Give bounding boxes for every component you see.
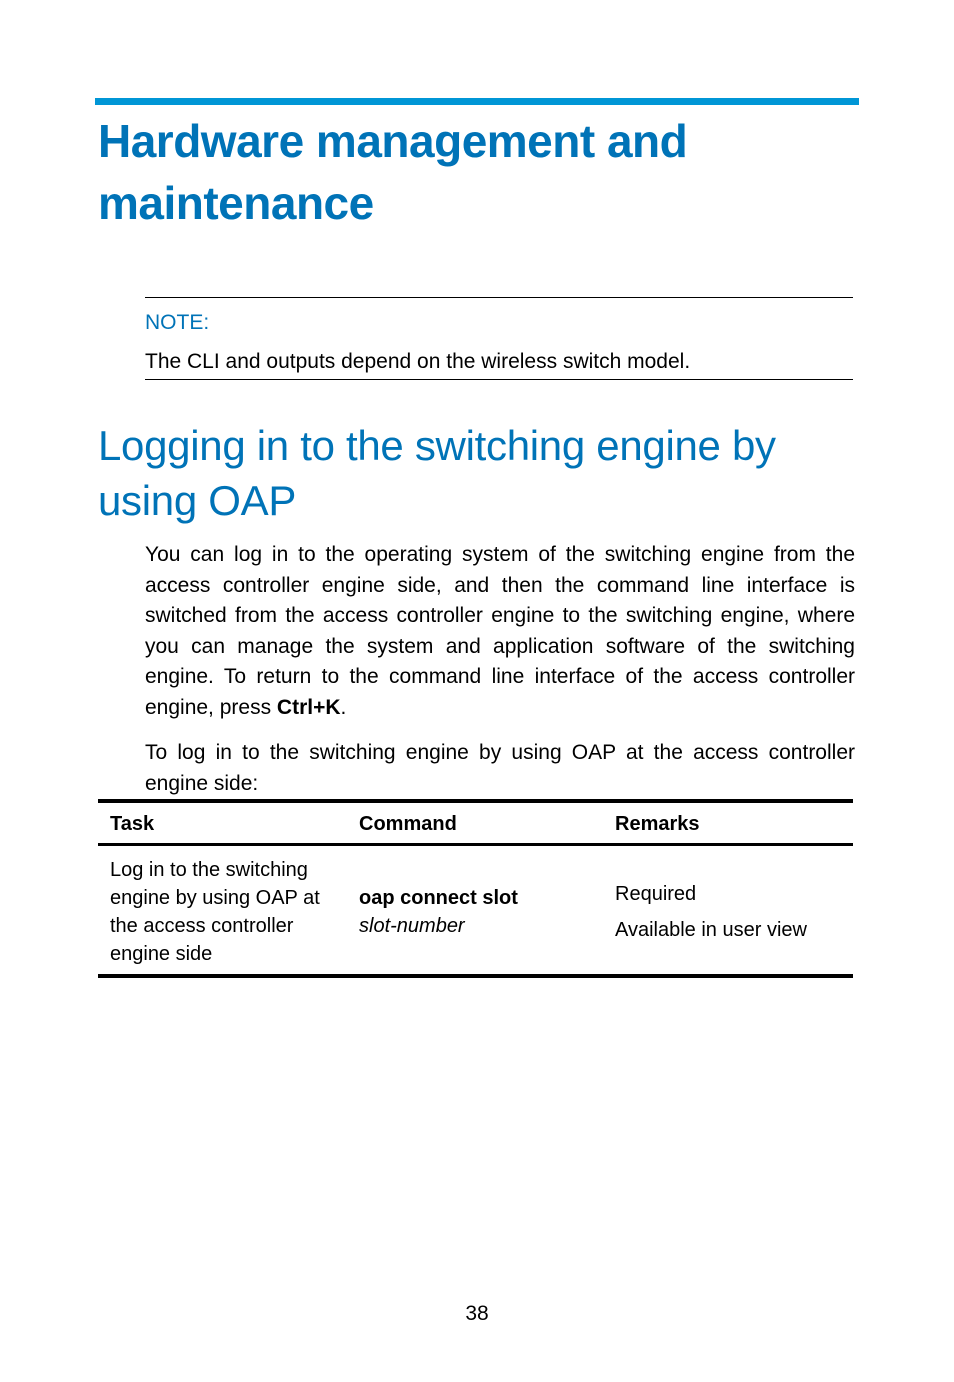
paragraph-1-text: You can log in to the operating system of the switching engine from the access controller engine side, and then the command line interface is switched from the access controller engine to the switching engine, where you can manage the system and application software of the switching engine. To return to the command line interface of the access controller engine, press [145, 543, 855, 719]
command-keyword: oap connect slot [359, 887, 518, 909]
section-paragraph-1 [145, 540, 855, 723]
header-command: Command [347, 801, 603, 845]
command-argument: slot-number [359, 915, 465, 937]
paragraph-1-end: . [340, 695, 347, 719]
section-title: Logging in to the switching engine by using OAP [98, 422, 776, 524]
command-table [98, 799, 853, 978]
note-label: NOTE: [145, 311, 210, 334]
header-remarks: Remarks [603, 801, 853, 845]
section-paragraph-2: To log in to the switching engine by using OAP at the access controller engine side: [145, 741, 855, 795]
chapter-title: Hardware management and maintenance [98, 115, 688, 229]
table-header-row [98, 801, 853, 845]
note-box [145, 297, 853, 380]
task-cell: Log in to the switching engine by using OAP at the access controller engine side [98, 845, 347, 977]
header-task: Task [98, 801, 347, 845]
remark-required: Required [615, 883, 697, 905]
shortcut-key: Ctrl+K [276, 695, 341, 719]
command-cell [347, 845, 603, 977]
page-number: 38 [465, 1302, 489, 1325]
remarks-cell [603, 845, 853, 977]
remark-view: Available in user view [615, 919, 807, 941]
table-row [98, 845, 853, 977]
note-text: The CLI and outputs depend on the wireless switch model. [145, 350, 691, 373]
chapter-rule [95, 98, 859, 105]
